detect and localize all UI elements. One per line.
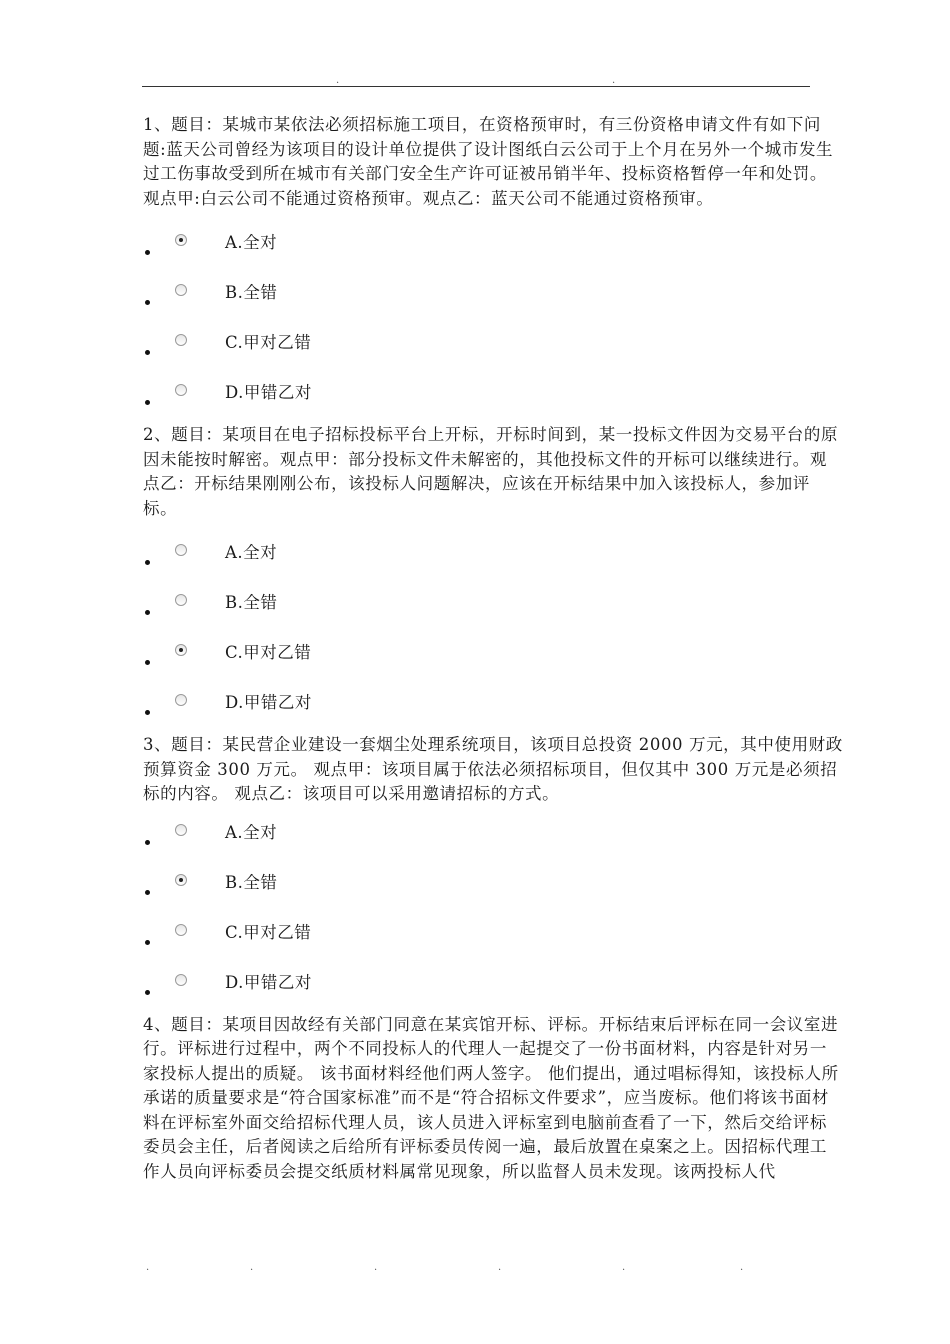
radio-unchecked-icon[interactable] — [175, 974, 187, 986]
header-dot: . — [612, 75, 616, 86]
radio-checked-icon[interactable] — [175, 874, 187, 886]
option-label: A.全对 — [225, 822, 278, 842]
footer-dot: . — [498, 1262, 502, 1273]
bullet-icon — [145, 250, 150, 255]
option-item[interactable] — [143, 915, 843, 965]
option-item[interactable] — [143, 375, 843, 425]
option-item[interactable] — [143, 325, 843, 375]
question-4-text: 4、题目：某项目因故经有关部门同意在某宾馆开标、评标。开标结束后评标在同一会议室进行。评标进行过程中，两个不同投标人的代理人一起提交了一份书面材料，内容是针对另一家投标人提出的质疑。 该书面材料经他们两人签字。 他们提出，通过唱标得知，该投标人所承诺的质量要求是“符合国家标准”而不是“符合招标文件要求”，应当废标。他们将该书面材料在评标室外面交给招标代理人员，该人员进入评标室到电脑前查看了一下，然后交给评标委员会主任，后者阅读之后给所有评标委员传阅一遍，最后放置在桌案之上。因招标代理工作人员向评标委员会提交纸质材料属常见现象，所以监督人员未发现。该两投标人代 — [143, 1014, 839, 1181]
bullet-icon — [145, 710, 150, 715]
footer-dot: . — [250, 1262, 254, 1273]
radio-unchecked-icon[interactable] — [175, 544, 187, 556]
option-label: A.全对 — [225, 233, 278, 252]
radio-unchecked-icon[interactable] — [175, 384, 187, 396]
question-1-options — [143, 225, 843, 425]
option-item[interactable] — [143, 815, 843, 865]
bullet-icon — [145, 610, 150, 615]
option-label: D.甲错乙对 — [225, 383, 312, 402]
bullet-icon — [145, 660, 150, 665]
option-item[interactable] — [143, 225, 843, 275]
radio-unchecked-icon[interactable] — [175, 284, 187, 296]
bullet-icon — [145, 940, 150, 945]
option-label: C.甲对乙错 — [225, 643, 312, 662]
option-item[interactable] — [143, 965, 843, 1015]
question-2-text: 2、题目：某项目在电子招标投标平台上开标，开标时间到，某一投标文件因为交易平台的原因未能按时解密。观点甲：部分投标文件未解密的，其他投标文件的开标可以继续进行。观点乙：开标结果刚刚公布，该投标人问题解决，应该在开标结果中加入该投标人，参加评标。 — [143, 425, 839, 518]
option-item[interactable] — [143, 585, 843, 635]
radio-unchecked-icon[interactable] — [175, 694, 187, 706]
option-label: B.全错 — [225, 593, 278, 612]
header-dot: . — [336, 75, 340, 86]
footer-dot: . — [146, 1262, 150, 1273]
option-label: B.全错 — [225, 872, 278, 892]
bullet-icon — [145, 350, 150, 355]
bullet-icon — [145, 890, 150, 895]
footer-dot: . — [740, 1262, 744, 1273]
option-label: B.全错 — [225, 283, 278, 302]
bullet-icon — [145, 840, 150, 845]
question-1-text: 1、题目：某城市某依法必须招标施工项目，在资格预审时，有三份资格申请文件有如下问题:蓝天公司曾经为该项目的设计单位提供了设计图纸白云公司于上个月在另外一个城市发生过工伤事故受到所在城市有关部门安全生产许可证被吊销半年、投标资格暂停一年和处罚。观点甲:白云公司不能通过资格预审。观点乙：蓝天公司不能通过资格预审。 — [143, 115, 834, 208]
radio-unchecked-icon[interactable] — [175, 924, 187, 936]
radio-unchecked-icon[interactable] — [175, 334, 187, 346]
footer-dot: . — [374, 1262, 378, 1273]
option-item[interactable] — [143, 535, 843, 585]
option-item[interactable] — [143, 275, 843, 325]
bullet-icon — [145, 990, 150, 995]
option-item[interactable] — [143, 685, 843, 735]
option-label: C.甲对乙错 — [225, 333, 312, 352]
bullet-icon — [145, 300, 150, 305]
option-label: D.甲错乙对 — [225, 693, 312, 712]
bullet-icon — [145, 400, 150, 405]
question-3-text: 3、题目：某民营企业建设一套烟尘处理系统项目，该项目总投资 2000 万元，其中使用财政预算资金 300 万元。 观点甲：该项目属于依法必须招标项目，但仅其中 300 万元是必须招标的内容。 观点乙：该项目可以采用邀请招标的方式。 — [143, 735, 843, 803]
radio-unchecked-icon[interactable] — [175, 824, 187, 836]
radio-checked-icon[interactable] — [175, 644, 187, 656]
radio-checked-icon[interactable] — [175, 234, 187, 246]
bullet-icon — [145, 560, 150, 565]
option-label: C.甲对乙错 — [225, 922, 312, 942]
question-2-options — [143, 535, 843, 735]
option-label: A.全对 — [225, 543, 278, 562]
document-body — [143, 113, 843, 1184]
footer-dot: . — [622, 1262, 626, 1273]
radio-unchecked-icon[interactable] — [175, 594, 187, 606]
option-label: D.甲错乙对 — [225, 972, 312, 992]
option-item[interactable] — [143, 635, 843, 685]
question-3-options — [143, 815, 843, 1015]
header-rule — [142, 86, 810, 87]
option-item[interactable] — [143, 865, 843, 915]
